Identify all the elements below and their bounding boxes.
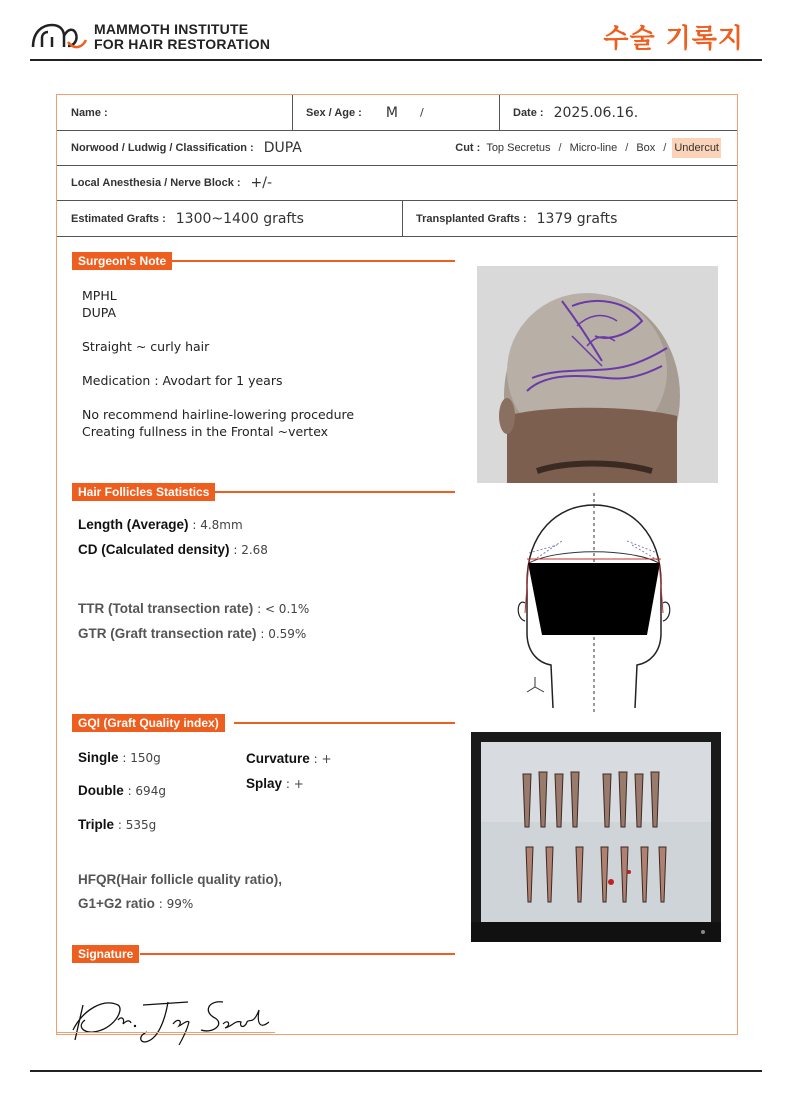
single-label: Single: [78, 750, 119, 765]
hfqr-label: HFQR(Hair follicle quality ratio),: [78, 872, 283, 887]
section-follicle-stats: [72, 483, 472, 501]
divider: [499, 95, 500, 130]
surgeons-note-title: Surgeon's Note: [72, 252, 172, 270]
cut-option-box[interactable]: Box: [636, 142, 656, 154]
transplanted-grafts-cell: [416, 201, 617, 236]
gtr-value: : 0.59%: [256, 627, 307, 641]
section-signature: [72, 945, 472, 963]
gqi-curvature: [246, 751, 332, 766]
estimated-grafts-label: Estimated Grafts :: [71, 212, 166, 225]
donor-area-diagram: [517, 493, 697, 715]
g1g2-value: : 99%: [154, 897, 194, 911]
separator: /: [625, 142, 629, 154]
stat-cd: [78, 542, 268, 557]
double-label: Double: [78, 783, 124, 798]
estimated-grafts-value[interactable]: 1300~1400 grafts: [175, 210, 304, 227]
cd-label: CD (Calculated density): [78, 542, 230, 557]
curvature-value: : +: [309, 752, 332, 766]
double-value: : 694g: [123, 784, 166, 798]
splay-label: Splay: [246, 776, 283, 791]
section-rule: [167, 260, 455, 262]
classification-cell: [71, 131, 302, 165]
ttr-label: TTR (Total transection rate): [78, 601, 254, 616]
divider: [292, 95, 293, 130]
anesthesia-value[interactable]: +/-: [250, 175, 273, 191]
anesthesia-label: Local Anesthesia / Nerve Block :: [71, 177, 241, 189]
note-line: Straight ~ curly hair: [82, 339, 210, 354]
length-value: : 4.8mm: [188, 518, 243, 532]
sex-age-cell: [306, 95, 424, 130]
transplanted-grafts-value[interactable]: 1379 grafts: [536, 210, 618, 227]
document-title: 수술 기록지: [603, 24, 744, 54]
cut-option-undercut[interactable]: Undercut: [672, 138, 721, 158]
cut-options: [455, 131, 721, 165]
institute-logo: [30, 18, 280, 54]
section-rule: [209, 491, 455, 493]
logo-line-1: MAMMOTH INSTITUTE: [94, 21, 249, 37]
row-patient-info: [57, 95, 737, 131]
name-label: Name :: [71, 106, 108, 119]
date-label: Date :: [513, 106, 544, 119]
gqi-triple: [78, 817, 156, 832]
logo-line-2: FOR HAIR RESTORATION: [94, 36, 271, 52]
ttr-value: : < 0.1%: [253, 602, 310, 616]
splay-value: : +: [282, 777, 304, 791]
date-value[interactable]: 2025.06.16.: [553, 104, 639, 121]
gqi-splay: [246, 776, 304, 791]
gqi-hfqr: [78, 872, 282, 887]
gqi-single: [78, 750, 161, 765]
separator: /: [663, 142, 667, 154]
age-separator: /: [419, 106, 424, 119]
signature-image: [63, 990, 283, 1050]
row-classification: [57, 131, 737, 166]
stat-ttr: [78, 601, 309, 616]
gqi-double: [78, 783, 166, 798]
footer-divider: [30, 1070, 762, 1072]
note-line: DUPA: [82, 305, 117, 320]
surgeons-note-text: [82, 287, 354, 440]
section-gqi: [72, 714, 472, 732]
note-line: Medication : Avodart for 1 years: [82, 373, 283, 388]
cut-label: Cut :: [455, 142, 481, 154]
classification-label: Norwood / Ludwig / Classification :: [71, 142, 254, 154]
gqi-g1g2: [78, 896, 193, 911]
stat-length: [78, 517, 243, 532]
graft-monitor-photo: [471, 732, 721, 942]
mammoth-icon: [30, 20, 90, 50]
section-surgeons-note: [72, 252, 472, 270]
note-line: Creating fullness in the Frontal ~vertex: [82, 424, 329, 439]
single-value: : 150g: [118, 751, 161, 765]
surgery-record-form: [56, 94, 738, 1035]
row-grafts: [57, 201, 737, 237]
estimated-grafts-cell: [71, 201, 304, 236]
anesthesia-cell: [71, 166, 272, 200]
follicle-stats-title: Hair Follicles Statistics: [72, 483, 215, 501]
name-cell: [71, 95, 118, 130]
signature-title: Signature: [72, 945, 139, 963]
date-cell: [513, 95, 638, 130]
triple-label: Triple: [78, 817, 115, 832]
g1g2-label: G1+G2 ratio: [78, 896, 155, 911]
section-rule: [234, 722, 455, 724]
cut-option-top-secretus[interactable]: Top Secretus: [486, 142, 551, 154]
classification-value[interactable]: DUPA: [263, 140, 302, 156]
gtr-label: GTR (Graft transection rate): [78, 626, 257, 641]
transplanted-grafts-label: Transplanted Grafts :: [416, 212, 527, 225]
curvature-label: Curvature: [246, 751, 310, 766]
scalp-marking-photo: [477, 266, 718, 483]
note-line: MPHL: [82, 288, 117, 303]
section-rule: [140, 953, 455, 955]
separator: /: [558, 142, 562, 154]
row-anesthesia: [57, 166, 737, 201]
sex-value[interactable]: M: [385, 104, 398, 121]
sex-age-label: Sex / Age :: [306, 106, 362, 119]
note-line: No recommend hairline-lowering procedure: [82, 407, 355, 422]
header-divider: [30, 59, 762, 61]
triple-value: : 535g: [114, 818, 157, 832]
signature-underline: [57, 1032, 275, 1033]
divider: [402, 201, 403, 236]
gqi-title: GQI (Graft Quality index): [72, 714, 225, 732]
logo-text: [94, 22, 270, 52]
cd-value: : 2.68: [229, 543, 268, 557]
cut-option-micro-line[interactable]: Micro-line: [569, 142, 618, 154]
stat-gtr: [78, 626, 306, 641]
length-label: Length (Average): [78, 517, 189, 532]
